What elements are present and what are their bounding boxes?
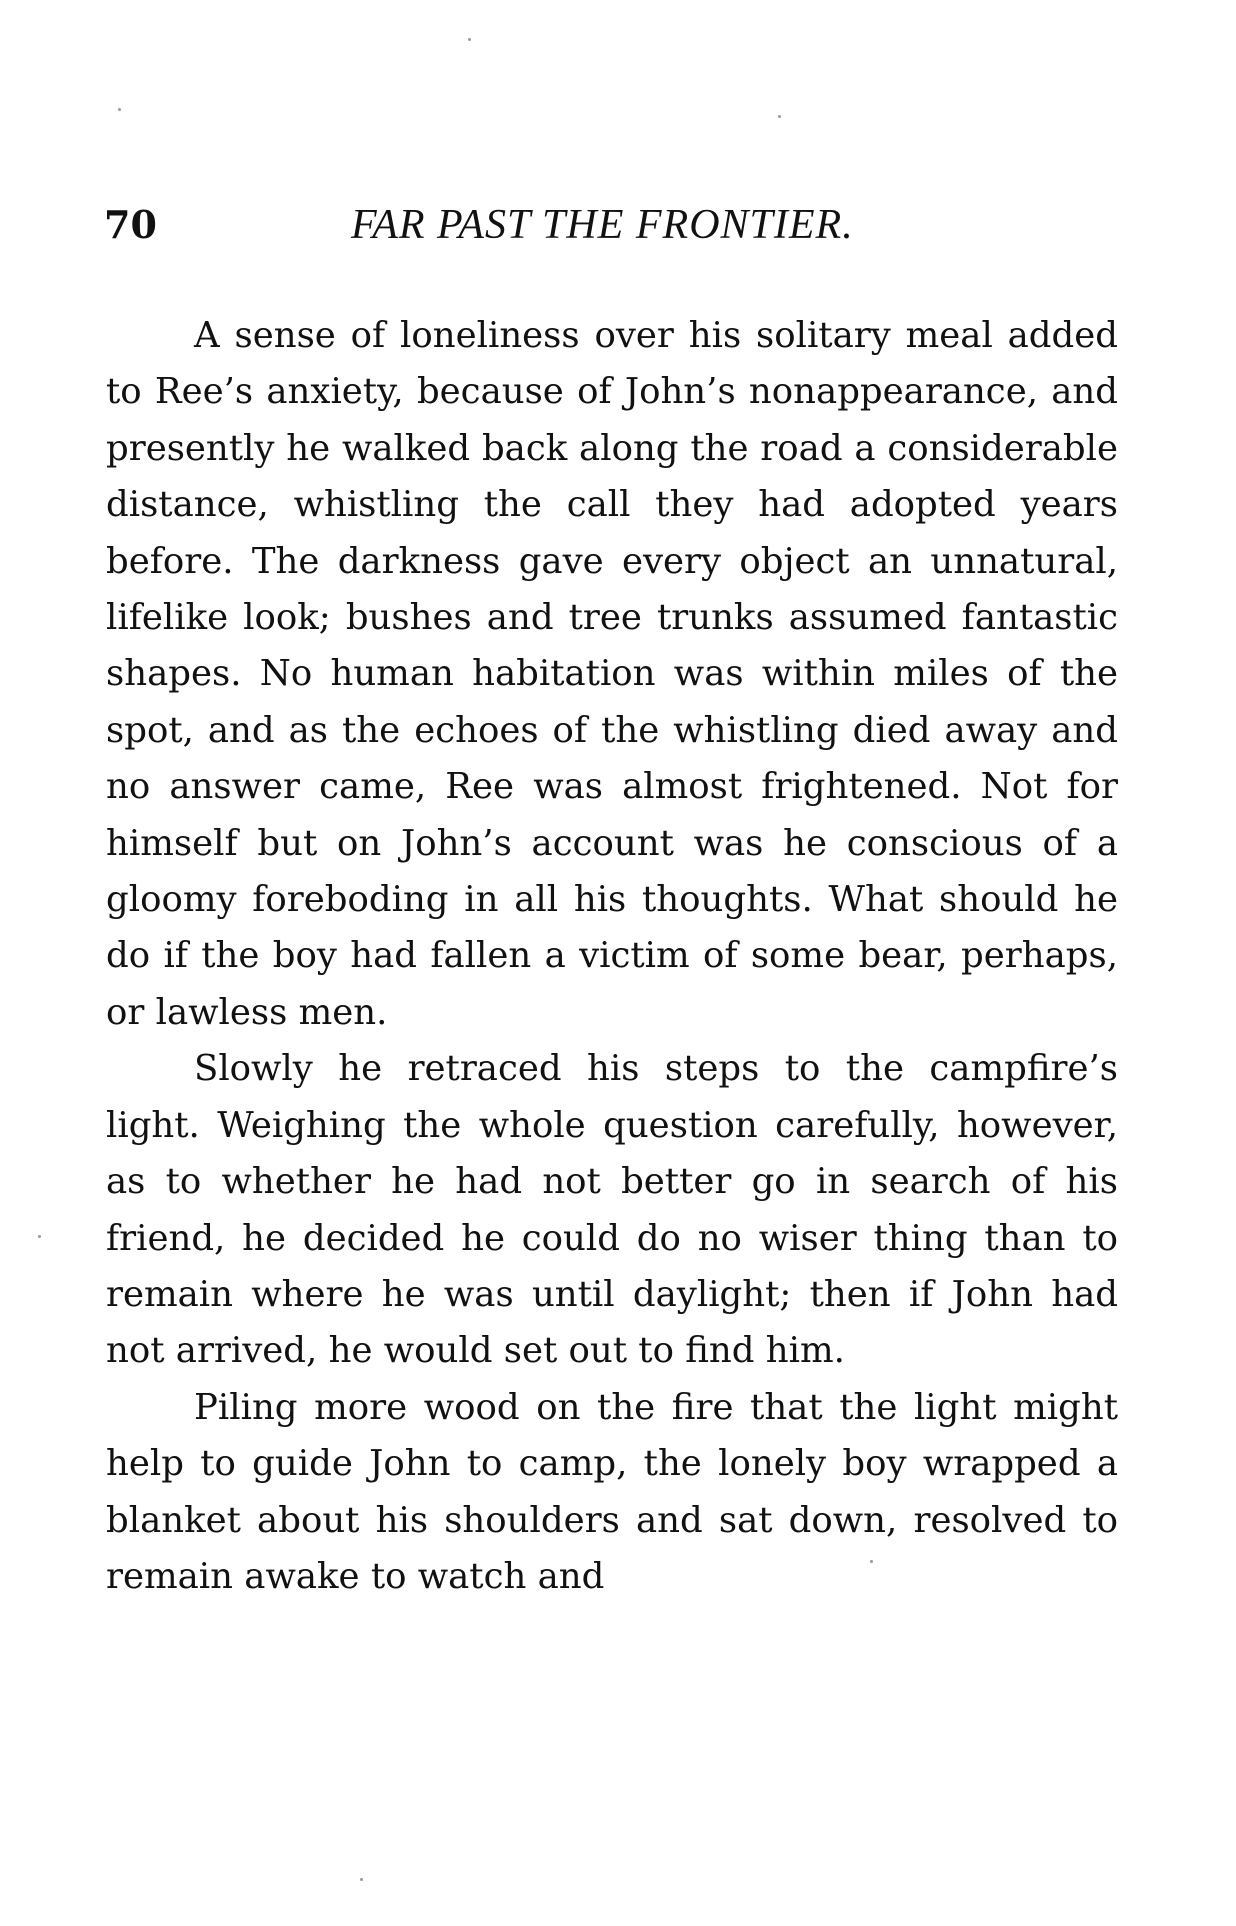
paragraph: Slowly he retraced his steps to the campfire’s light. Weighing the whole question carefully, however, as to whether he had not better go in search of his friend, he decided he could do no wiser thing than to remain where he was until daylight; then if John had not arrived, he would set out to find him. (106, 1048, 1118, 1372)
running-title: FAR PAST THE FRONTIER. (351, 202, 854, 248)
page-number: 70 (104, 202, 157, 247)
paragraph: Piling more wood on the fire that the light might help to guide John to camp, the lonely boy wrapped a blanket about his shoulders and sat down, resolved to remain awake to watch and (106, 1386, 1118, 1597)
paragraph: A sense of loneliness over his solitary meal added to Ree’s anxiety, because of John’s nonappearance, and presently he walked back along the road a considerable distance, whistling the call they had adopted years before. The darkness gave every object an unnatural, lifelike look; bushes and tree trunks assumed fantastic shapes. No human habitation was within miles of the spot, and as the echoes of the whistling died away and no answer came, Ree was almost frightened. Not for himself but on John’s account was he conscious of a gloomy foreboding in all his thoughts. What should he do if the boy had fallen a victim of some bear, perhaps, or lawless men. (106, 315, 1118, 1033)
scan-speck (468, 38, 471, 41)
scan-speck (118, 108, 121, 111)
scan-speck (38, 1235, 41, 1238)
body-text (106, 308, 1118, 1605)
scan-speck (360, 1878, 363, 1881)
scan-speck (778, 115, 781, 118)
scan-speck (870, 1560, 873, 1563)
page-header (104, 195, 1124, 255)
